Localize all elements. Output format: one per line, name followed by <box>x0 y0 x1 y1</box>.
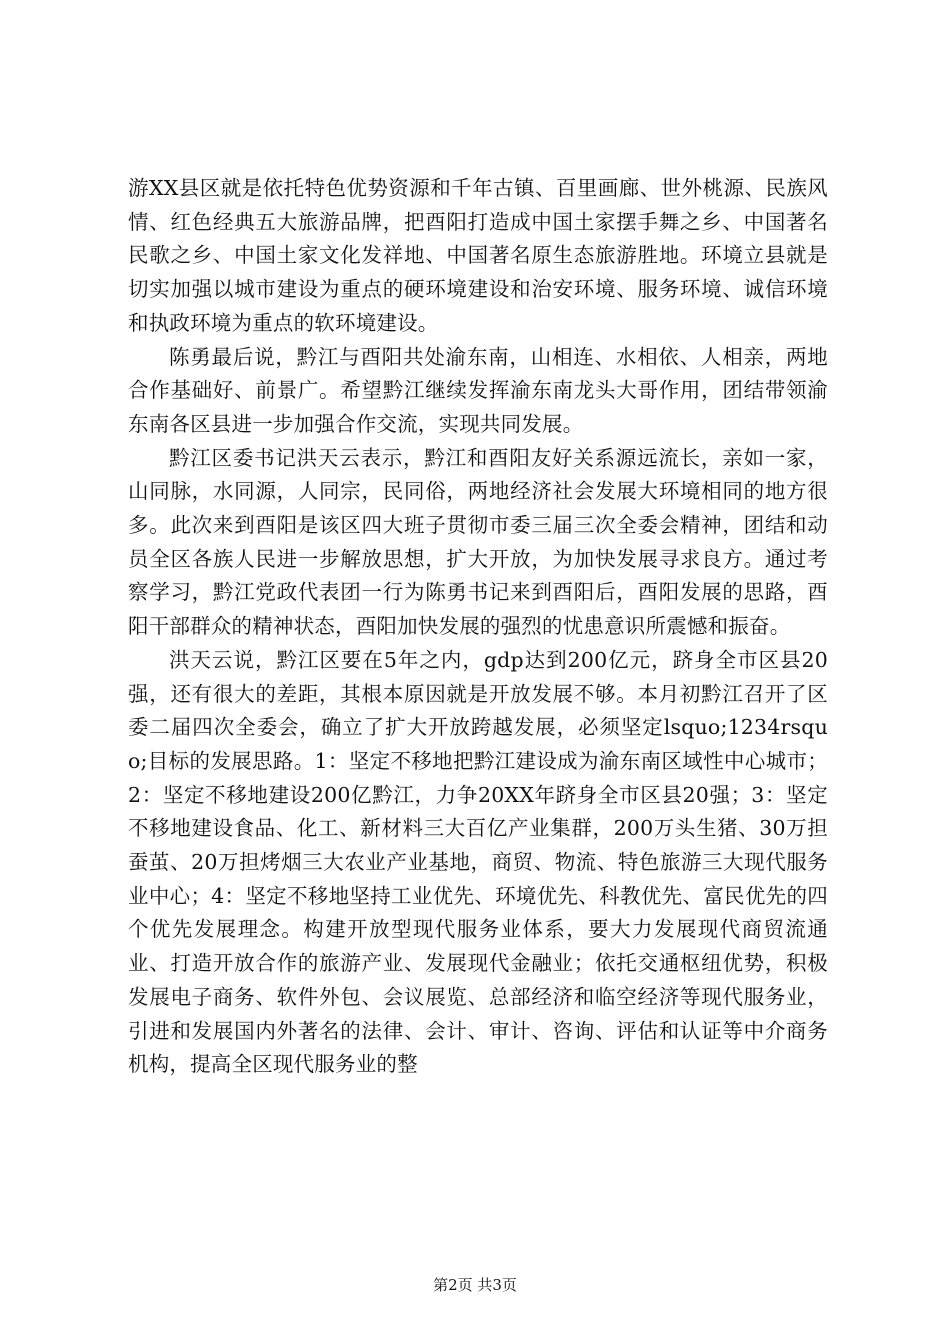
paragraph-2: 陈勇最后说，黔江与酉阳共处渝东南，山相连、水相依、人相亲，两地合作基础好、前景广。希望黔江继续发挥渝东南龙头大哥作用，团结带领渝东南各区县进一步加强合作交流，实现共同发展。 <box>128 344 828 436</box>
document-body <box>128 172 828 1082</box>
paragraph-4: 洪天云说，黔江区要在5年之内，gdp达到200亿元，跻身全市区县20强，还有很大的差距，其根本原因就是开放发展不够。本月初黔江召开了区委二届四次全委会，确立了扩大开放跨越发展，必须坚定lsquo;1234rsquo;目标的发展思路。1：坚定不移地把黔江建设成为渝东南区域性中心城市；2：坚定不移地建设200亿黔江，力争20XX年跻身全市区县20强；3：坚定不移地建设食品、化工、新材料三大百亿产业集群，200万头生猪、30万担蚕茧、20万担烤烟三大农业产业基地，商贸、物流、特色旅游三大现代服务业中心；4：坚定不移地坚持工业优先、环境优先、科教优先、富民优先的四个优先发展理念。构建开放型现代服务业体系，要大力发展现代商贸流通业、打造开放合作的旅游产业、发展现代金融业；依托交通枢纽优势，积极发展电子商务、软件外包、会议展览、总部经济和临空经济等现代服务业，引进和发展国内外著名的法律、会计、审计、咨询、评估和认证等中介商务机构，提高全区现代服务业的整 <box>128 647 828 1077</box>
paragraph-3: 黔江区委书记洪天云表示，黔江和酉阳友好关系源远流长，亲如一家，山同脉，水同源，人同宗，民同俗，两地经济社会发展大环境相同的地方很多。此次来到酉阳是该区四大班子贯彻市委三届三次全委会精神，团结和动员全区各族人民进一步解放思想，扩大开放，为加快发展寻求良方。通过考察学习，黔江党政代表团一行为陈勇书记来到酉阳后，酉阳发展的思路，酉阳干部群众的精神状态，酉阳加快发展的强烈的忧患意识所震憾和振奋。 <box>128 445 828 639</box>
paragraph-1: 游XX县区就是依托特色优势资源和千年古镇、百里画廊、世外桃源、民族风情、红色经典五大旅游品牌，把酉阳打造成中国土家摆手舞之乡、中国著名民歌之乡、中国土家文化发祥地、中国著名原生态旅游胜地。环境立县就是切实加强以城市建设为重点的硬环境建设和治安环境、服务环境、诚信环境和执政环境为重点的软环境建设。 <box>128 176 828 335</box>
page-number-footer: 第2页 共3页 <box>433 1276 517 1294</box>
